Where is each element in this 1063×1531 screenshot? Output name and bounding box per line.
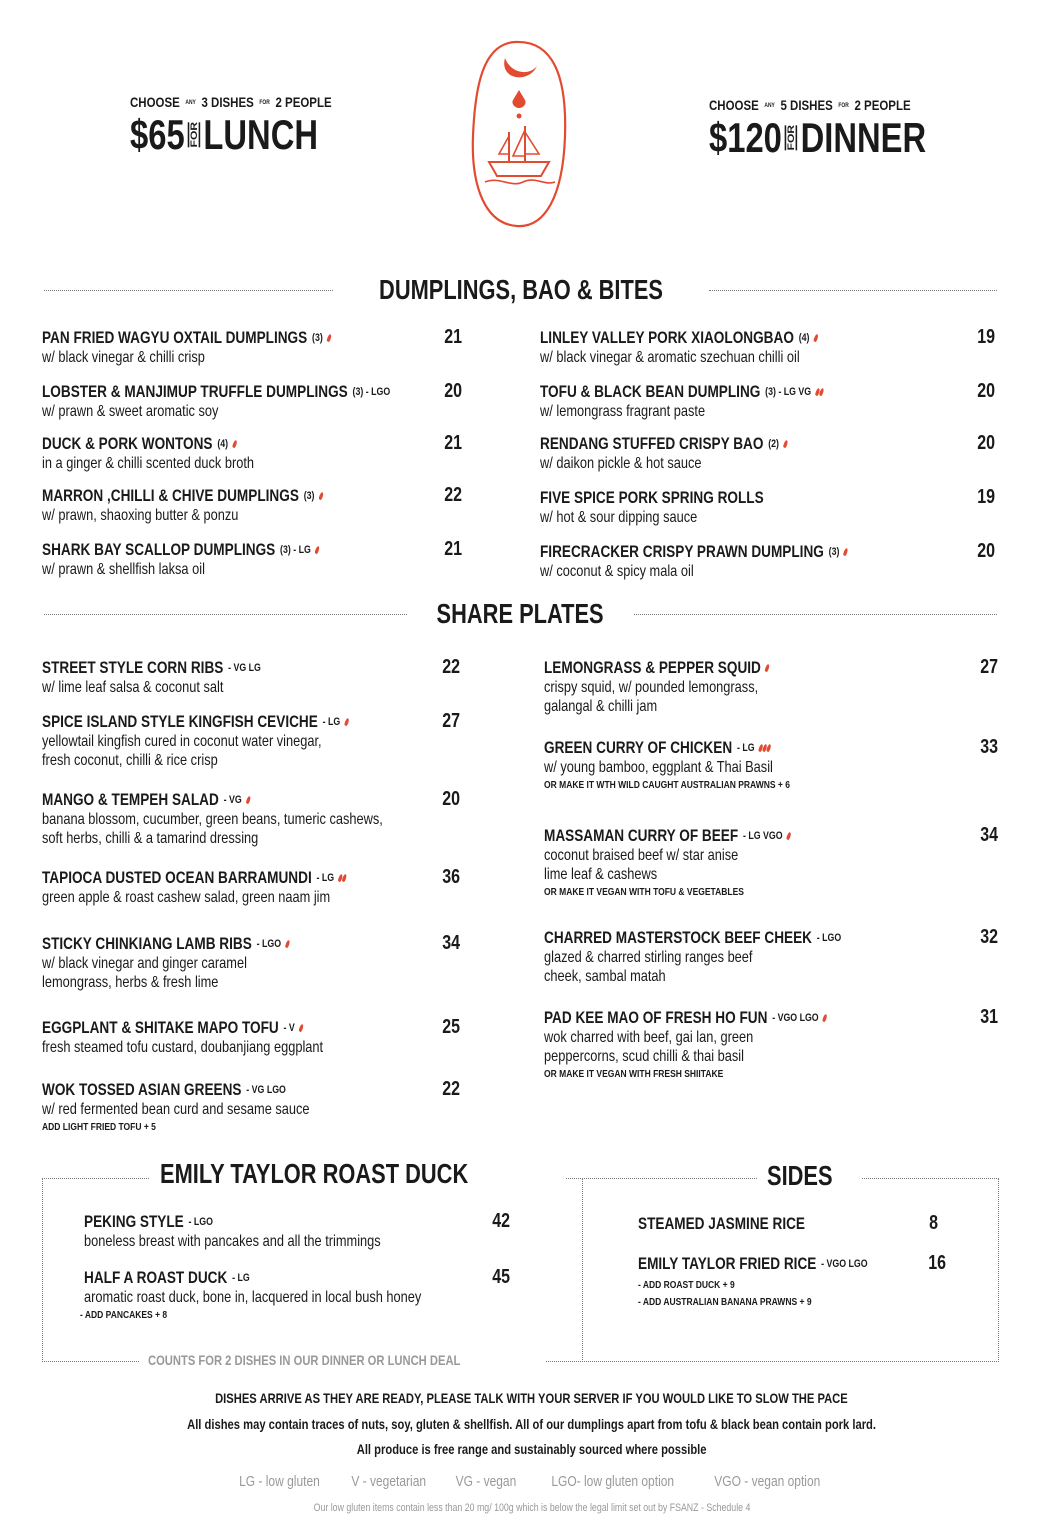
item-addon: - ADD ROAST DUCK + 9: [638, 1280, 735, 1291]
item-description: fresh coconut, chilli & rice crisp: [42, 752, 218, 769]
item-name: STREET STYLE CORN RIBS: [42, 658, 224, 677]
chilli-heat-icon: [816, 388, 823, 396]
chilli-heat-icon: [784, 440, 787, 448]
duck-deal-note: COUNTS FOR 2 DISHES IN OUR DINNER OR LUNCH DEAL: [140, 1352, 546, 1368]
item-tag: - LGO: [256, 938, 282, 950]
item-price: 27: [980, 656, 999, 678]
item-price: 22: [444, 484, 463, 506]
item-description: w/ young bamboo, eggplant & Thai Basil: [544, 759, 773, 776]
item-description: w/ hot & sour dipping sauce: [540, 509, 698, 526]
dietary-legend: LG - low gluten V - vegetarian VG - vegan LGO- low gluten option VGO - vegan option: [239, 1473, 821, 1490]
item-tag: - VGO LGO: [772, 1012, 819, 1024]
item-price: 25: [442, 1016, 461, 1038]
item-price: 19: [977, 326, 996, 348]
item-price: 27: [442, 710, 461, 732]
item-description: aromatic roast duck, bone in, lacquered in local bush honey: [84, 1289, 422, 1306]
item-name: GREEN CURRY OF CHICKEN: [544, 738, 733, 757]
item-name: MANGO & TEMPEH SALAD: [42, 790, 219, 809]
chilli-heat-icon: [233, 440, 236, 448]
item-description: w/ black vinegar and ginger caramel: [42, 955, 247, 972]
item-description: w/ daikon pickle & hot sauce: [540, 455, 702, 472]
item-price: 22: [442, 1078, 461, 1100]
item-name: EMILY TAYLOR FRIED RICE: [638, 1254, 817, 1273]
item-price: 32: [980, 926, 999, 948]
menu-item: [42, 382, 477, 421]
item-price: 22: [442, 656, 461, 678]
item-name: STEAMED JASMINE RICE: [638, 1214, 805, 1233]
dinner-price: $120: [709, 114, 782, 161]
chilli-heat-icon: [328, 334, 331, 342]
menu-item: [544, 826, 852, 898]
item-tag: - LGO: [188, 1216, 213, 1228]
item-name: HALF A ROAST DUCK: [84, 1268, 228, 1287]
item-tag: - LG VGO: [742, 830, 783, 842]
item-description: w/ prawn, shaoxing butter & ponzu: [42, 507, 239, 524]
chilli-heat-icon: [247, 796, 250, 804]
item-price: 20: [977, 540, 996, 562]
item-name: RENDANG STUFFED CRISPY BAO: [540, 434, 764, 453]
item-tag: (4): [798, 332, 810, 344]
item-name: DUCK & PORK WONTONS: [42, 434, 213, 453]
item-name: TAPIOCA DUSTED OCEAN BARRAMUNDI: [42, 868, 312, 887]
item-price: 21: [444, 538, 463, 560]
divider: [44, 614, 407, 615]
item-description: green apple & roast cashew salad, green naam jim: [42, 889, 331, 906]
dinner-deal: [709, 97, 987, 159]
item-price: 42: [492, 1210, 511, 1232]
item-tag: (2): [768, 438, 779, 450]
item-name: TOFU & BLACK BEAN DUMPLING: [540, 382, 761, 401]
item-price: 20: [444, 380, 463, 402]
item-description: crispy squid, w/ pounded lemongrass,: [544, 679, 759, 696]
menu-item: [42, 658, 316, 697]
item-tag: (3) - LGO: [352, 386, 391, 398]
item-price: 8: [929, 1212, 939, 1234]
item-name: CHARRED MASTERSTOCK BEEF CHEEK: [544, 928, 812, 947]
menu-item: [42, 434, 307, 473]
item-tag: - LG: [316, 872, 335, 884]
item-price: 19: [977, 486, 996, 508]
menu-item: [540, 382, 894, 421]
menu-item: [42, 1018, 393, 1057]
sourcing-notice: All produce is free range and sustainably sourced where possible: [356, 1441, 707, 1457]
roast-duck-section-title: EMILY TAYLOR ROAST DUCK: [160, 1158, 469, 1189]
menu-item: [42, 328, 403, 367]
item-price: 21: [444, 432, 463, 454]
item-tag: (3): [303, 490, 315, 502]
item-description: fresh steamed tofu custard, doubanjiang eggplant: [42, 1039, 324, 1056]
item-addon: ADD LIGHT FRIED TOFU + 5: [42, 1122, 156, 1133]
item-tag: - VG LG: [228, 662, 261, 674]
item-description: w/ lemongrass fragrant paste: [540, 403, 706, 420]
moon-drop-ship-seal-icon: [465, 36, 571, 232]
item-name: PEKING STYLE: [84, 1212, 184, 1231]
item-tag: (3) - LG: [280, 544, 311, 556]
roast-duck-section-header: [150, 1158, 565, 1190]
menu-item: [638, 1254, 925, 1308]
chilli-heat-icon: [787, 832, 790, 840]
menu-item: [544, 658, 825, 716]
item-tag: (3): [312, 332, 323, 344]
item-price: 20: [442, 788, 461, 810]
menu-item: [84, 1212, 455, 1251]
item-description: w/ red fermented bean curd and sesame sauce: [42, 1101, 310, 1118]
item-description: lemongrass, herbs & fresh lime: [42, 974, 219, 991]
menu-item: [42, 790, 468, 848]
item-description: in a ginger & chilli scented duck broth: [42, 455, 255, 472]
item-price: 21: [444, 326, 463, 348]
item-name: STICKY CHINKIANG LAMB RIBS: [42, 934, 252, 953]
menu-item: [42, 868, 422, 907]
share-section-title: SHARE PLATES: [436, 598, 605, 629]
chilli-heat-icon: [319, 492, 322, 500]
chilli-heat-icon: [286, 940, 289, 948]
sides-section-header: [757, 1160, 861, 1192]
chilli-heat-icon: [300, 1024, 303, 1032]
dinner-deal-price-line: $120 FOR DINNER: [709, 114, 927, 161]
item-description: banana blossom, cucumber, green beans, tumeric cashews,: [42, 811, 383, 828]
divider: [634, 614, 997, 615]
chilli-heat-icon: [823, 1014, 826, 1022]
item-tag: - V: [283, 1022, 295, 1034]
item-name: SHARK BAY SCALLOP DUMPLINGS: [42, 540, 276, 559]
item-name: EGGPLANT & SHITAKE MAPO TOFU: [42, 1018, 279, 1037]
menu-item: [544, 738, 833, 791]
item-tag: (4): [217, 438, 229, 450]
item-description: soft herbs, chilli & a tamarind dressing: [42, 830, 259, 847]
item-tag: - LGO: [816, 932, 842, 944]
item-description: cheek, sambal matah: [544, 968, 666, 985]
lunch-deal-price-line: $65 FOR LUNCH: [130, 111, 319, 158]
item-description: w/ coconut & spicy mala oil: [540, 563, 694, 580]
item-tag: - VG: [223, 794, 242, 806]
menu-item: [540, 542, 924, 581]
menu-item: [544, 1008, 897, 1080]
item-description: w/ lime leaf salsa & coconut salt: [42, 679, 224, 696]
pace-notice: DISHES ARRIVE AS THEY ARE READY, PLEASE TALK WITH YOUR SERVER IF YOU WOULD LIKE TO SLOW THE PACE: [215, 1390, 848, 1406]
item-description: lime leaf & cashews: [544, 866, 658, 883]
item-price: 36: [442, 866, 461, 888]
chilli-heat-icon: [759, 744, 770, 752]
item-addon: OR MAKE IT VEGAN WITH FRESH SHIITAKE: [544, 1069, 724, 1080]
item-price: 45: [492, 1266, 511, 1288]
sides-section-title: SIDES: [767, 1160, 833, 1191]
item-description: w/ black vinegar & aromatic szechuan chilli oil: [540, 349, 800, 366]
item-description: w/ black vinegar & chilli crisp: [42, 349, 205, 366]
item-tag: (3) - LG VG: [765, 386, 812, 398]
item-name: PAN FRIED WAGYU OXTAIL DUMPLINGS: [42, 328, 308, 347]
chilli-heat-icon: [814, 334, 817, 342]
item-description: yellowtail kingfish cured in coconut water vinegar,: [42, 733, 322, 750]
item-description: wok charred with beef, gai lan, green: [544, 1029, 754, 1046]
item-tag: - LG: [232, 1272, 250, 1284]
chilli-heat-icon: [766, 664, 769, 672]
menu-item: [544, 928, 916, 986]
menu-item: [638, 1214, 847, 1234]
lunch-deal-subline: CHOOSE ANY 3 DISHES FOR 2 PEOPLE: [130, 94, 332, 110]
divider: [709, 290, 998, 291]
item-name: FIVE SPICE PORK SPRING ROLLS: [540, 488, 764, 507]
item-description: galangal & chilli jam: [544, 698, 658, 715]
menu-item: [42, 712, 425, 770]
low-gluten-fine-print: Our low gluten items contain less than 20 mg/ 100g which is below the legal limit set out by FSANZ - Schedule 4: [313, 1502, 750, 1514]
item-description: w/ prawn & sweet aromatic soy: [42, 403, 219, 420]
chilli-heat-icon: [844, 548, 847, 556]
item-description: glazed & charred stirling ranges beef: [544, 949, 753, 966]
item-tag: - LG: [322, 716, 341, 728]
chilli-heat-icon: [345, 718, 348, 726]
dinner-label: DINNER: [800, 114, 927, 161]
item-addon: - ADD PANCAKES + 8: [80, 1310, 168, 1321]
item-description: peppercorns, scud chilli & thai basil: [544, 1048, 744, 1065]
item-price: 20: [977, 380, 996, 402]
item-tag: - VGO LGO: [821, 1258, 868, 1270]
menu-item: [540, 488, 820, 527]
item-addon: OR MAKE IT VEGAN WITH TOFU & VEGETABLES: [544, 887, 744, 898]
restaurant-logo: [465, 36, 571, 232]
dumplings-section-header: [44, 274, 997, 306]
item-description: w/ prawn & shellfish laksa oil: [42, 561, 205, 578]
item-addon: OR MAKE IT WTH WILD CAUGHT AUSTRALIAN PRAWNS + 6: [544, 780, 790, 791]
item-price: 33: [980, 736, 999, 758]
item-tag: - LG: [736, 742, 755, 754]
lunch-label: LUNCH: [203, 111, 319, 158]
lunch-price: $65: [130, 111, 185, 158]
dumplings-section-title: DUMPLINGS, BAO & BITES: [378, 274, 663, 305]
item-name: LEMONGRASS & PEPPER SQUID: [544, 658, 761, 677]
menu-item: [42, 934, 351, 992]
divider: [44, 290, 333, 291]
item-tag: - VG LGO: [246, 1084, 286, 1096]
item-price: 16: [928, 1252, 947, 1274]
item-name: LOBSTER & MANJIMUP TRUFFLE DUMPLINGS: [42, 382, 348, 401]
chilli-heat-icon: [316, 546, 319, 554]
share-section-header: [44, 598, 997, 630]
item-description: boneless breast with pancakes and all the trimmings: [84, 1233, 381, 1250]
item-addon: - ADD AUSTRALIAN BANANA PRAWNS + 9: [638, 1297, 812, 1308]
dinner-deal-subline: CHOOSE ANY 5 DISHES FOR 2 PEOPLE: [709, 97, 911, 113]
item-price: 31: [980, 1006, 999, 1028]
lunch-deal: [130, 94, 376, 156]
item-name: LINLEY VALLEY PORK XIAOLONGBAO: [540, 328, 794, 347]
item-price: 34: [980, 824, 999, 846]
item-price: 20: [977, 432, 996, 454]
item-name: MARRON ,CHILLI & CHIVE DUMPLINGS: [42, 486, 299, 505]
item-description: coconut braised beef w/ star anise: [544, 847, 739, 864]
menu-item: [80, 1268, 506, 1321]
chilli-heat-icon: [339, 874, 346, 882]
item-name: FIRECRACKER CRISPY PRAWN DUMPLING: [540, 542, 824, 561]
menu-item: [42, 1080, 376, 1133]
item-name: PAD KEE MAO OF FRESH HO FUN: [544, 1008, 768, 1027]
menu-item: [42, 486, 393, 525]
item-price: 34: [442, 932, 461, 954]
item-name: WOK TOSSED ASIAN GREENS: [42, 1080, 242, 1099]
menu-item: [540, 434, 849, 473]
item-name: SPICE ISLAND STYLE KINGFISH CEVICHE: [42, 712, 318, 731]
menu-item: [42, 540, 388, 579]
item-tag: (3): [828, 546, 840, 558]
allergen-notice: All dishes may contain traces of nuts, soy, gluten & shellfish. All of our dumplings apart from tofu & black bean contain pork lard.: [187, 1416, 876, 1432]
menu-item: [540, 328, 887, 367]
item-name: MASSAMAN CURRY OF BEEF: [544, 826, 739, 845]
